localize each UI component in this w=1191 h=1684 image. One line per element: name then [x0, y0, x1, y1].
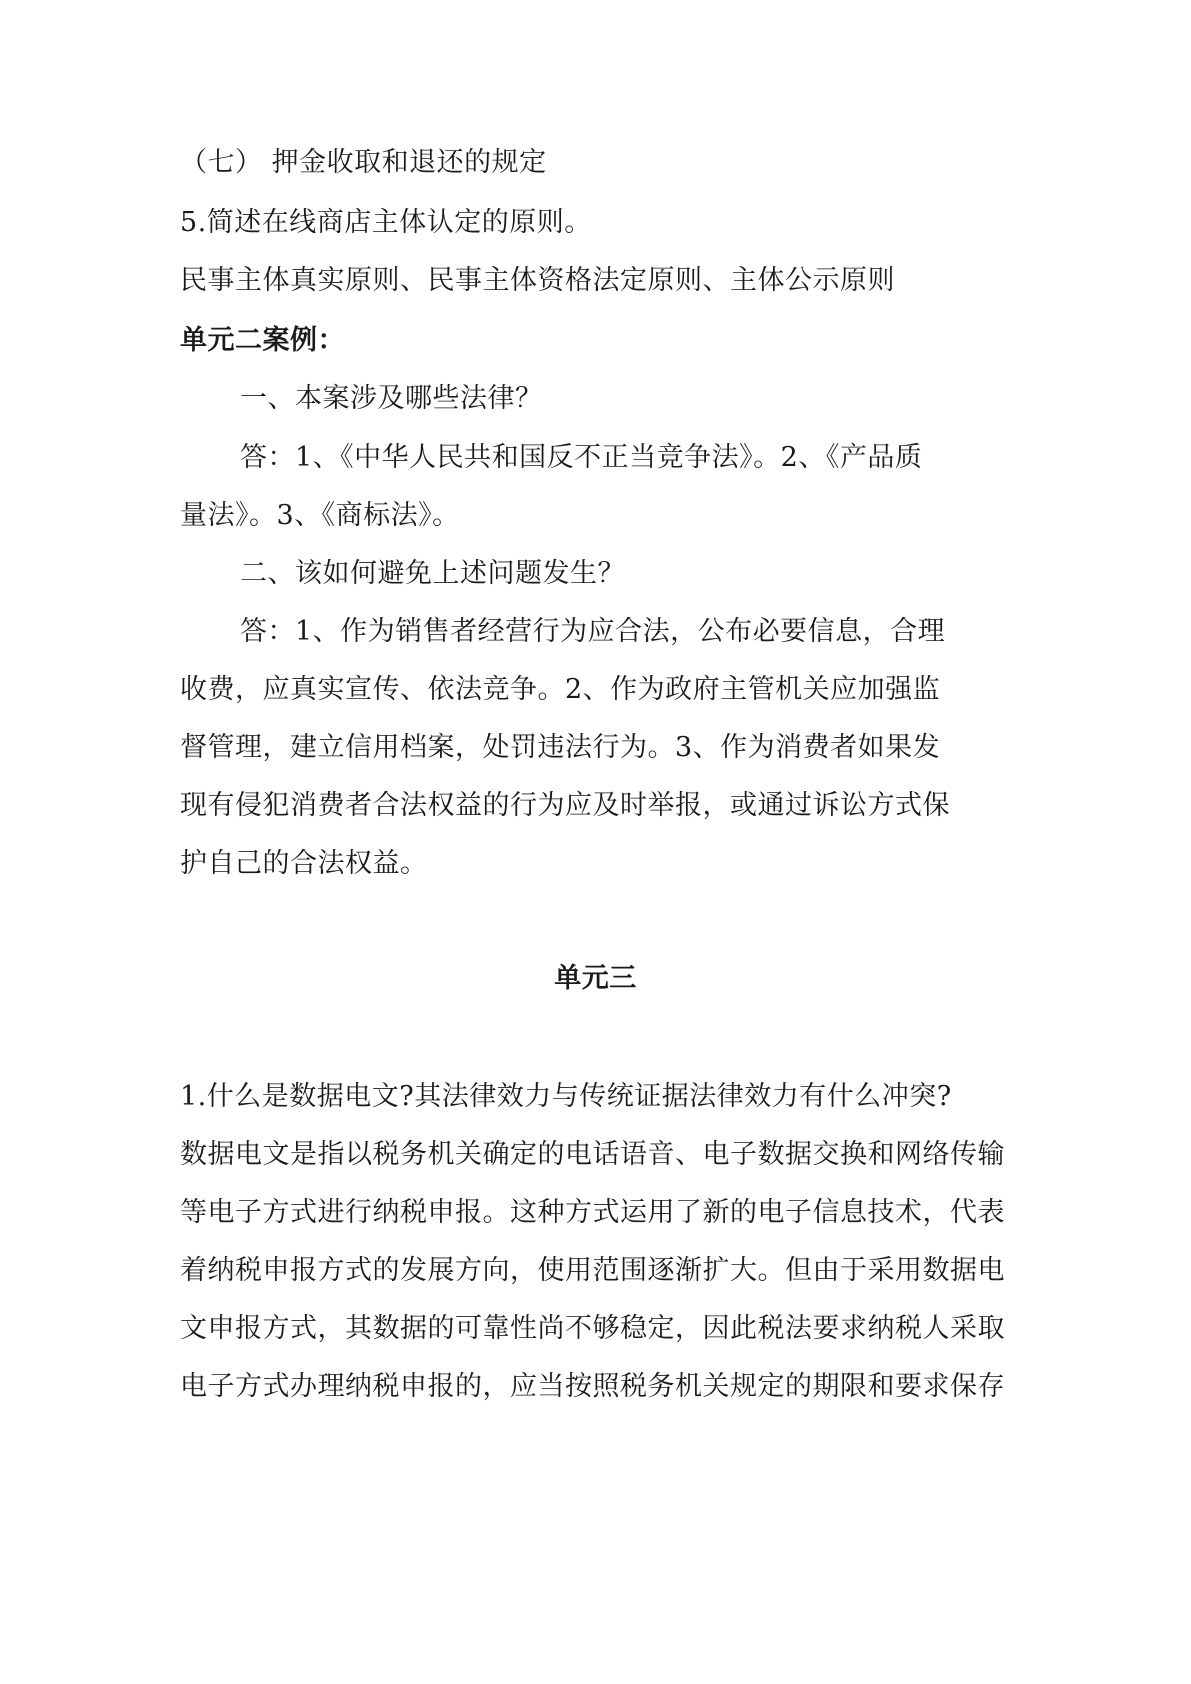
unit3-answer-1-line2: 等电子方式进行纳税申报。这种方式运用了新的电子信息技术，代表 [180, 1197, 1005, 1228]
section-heading-unit3: 单元三 [554, 963, 637, 994]
section-heading-unit2-case: 单元二案例： [180, 325, 345, 356]
case-answer-1-line1: 答：1、《中华人民共和国反不正当竞争法》。2、《产品质 [240, 442, 923, 473]
unit3-question-1: 1.什么是数据电文?其法律效力与传统证据法律效力有什么冲突? [180, 1081, 952, 1112]
case-answer-1-line2: 量法》。3、《商标法》。 [180, 500, 460, 531]
unit3-answer-1-line5: 电子方式办理纳税申报的，应当按照税务机关规定的期限和要求保存 [180, 1371, 1005, 1402]
case-answer-2-line3: 督管理，建立信用档案，处罚违法行为。3、作为消费者如果发 [180, 732, 941, 763]
case-answer-2-line1: 答：1、作为销售者经营行为应合法，公布必要信息，合理 [240, 616, 946, 647]
case-answer-2-line2: 收费，应真实宣传、依法竞争。2、作为政府主管机关应加强监 [180, 674, 941, 705]
unit3-answer-1-line3: 着纳税申报方式的发展方向，使用范围逐渐扩大。但由于采用数据电 [180, 1255, 1005, 1286]
item-seven-deposit-rules: （七） 押金收取和退还的规定 [180, 147, 547, 178]
unit3-answer-1-line1: 数据电文是指以税务机关确定的电话语音、电子数据交换和网络传输 [180, 1139, 1005, 1170]
case-question-1: 一、本案涉及哪些法律？ [240, 383, 543, 414]
question-5: 5.简述在线商店主体认定的原则。 [180, 207, 592, 238]
case-answer-2-line4: 现有侵犯消费者合法权益的行为应及时举报，或通过诉讼方式保 [180, 790, 950, 821]
answer-5: 民事主体真实原则、民事主体资格法定原则、主体公示原则 [180, 265, 895, 296]
case-question-2: 二、该如何避免上述问题发生？ [240, 558, 625, 589]
unit3-answer-1-line4: 文申报方式，其数据的可靠性尚不够稳定，因此税法要求纳税人采取 [180, 1313, 1005, 1344]
case-answer-2-line5: 护自己的合法权益。 [180, 848, 428, 879]
